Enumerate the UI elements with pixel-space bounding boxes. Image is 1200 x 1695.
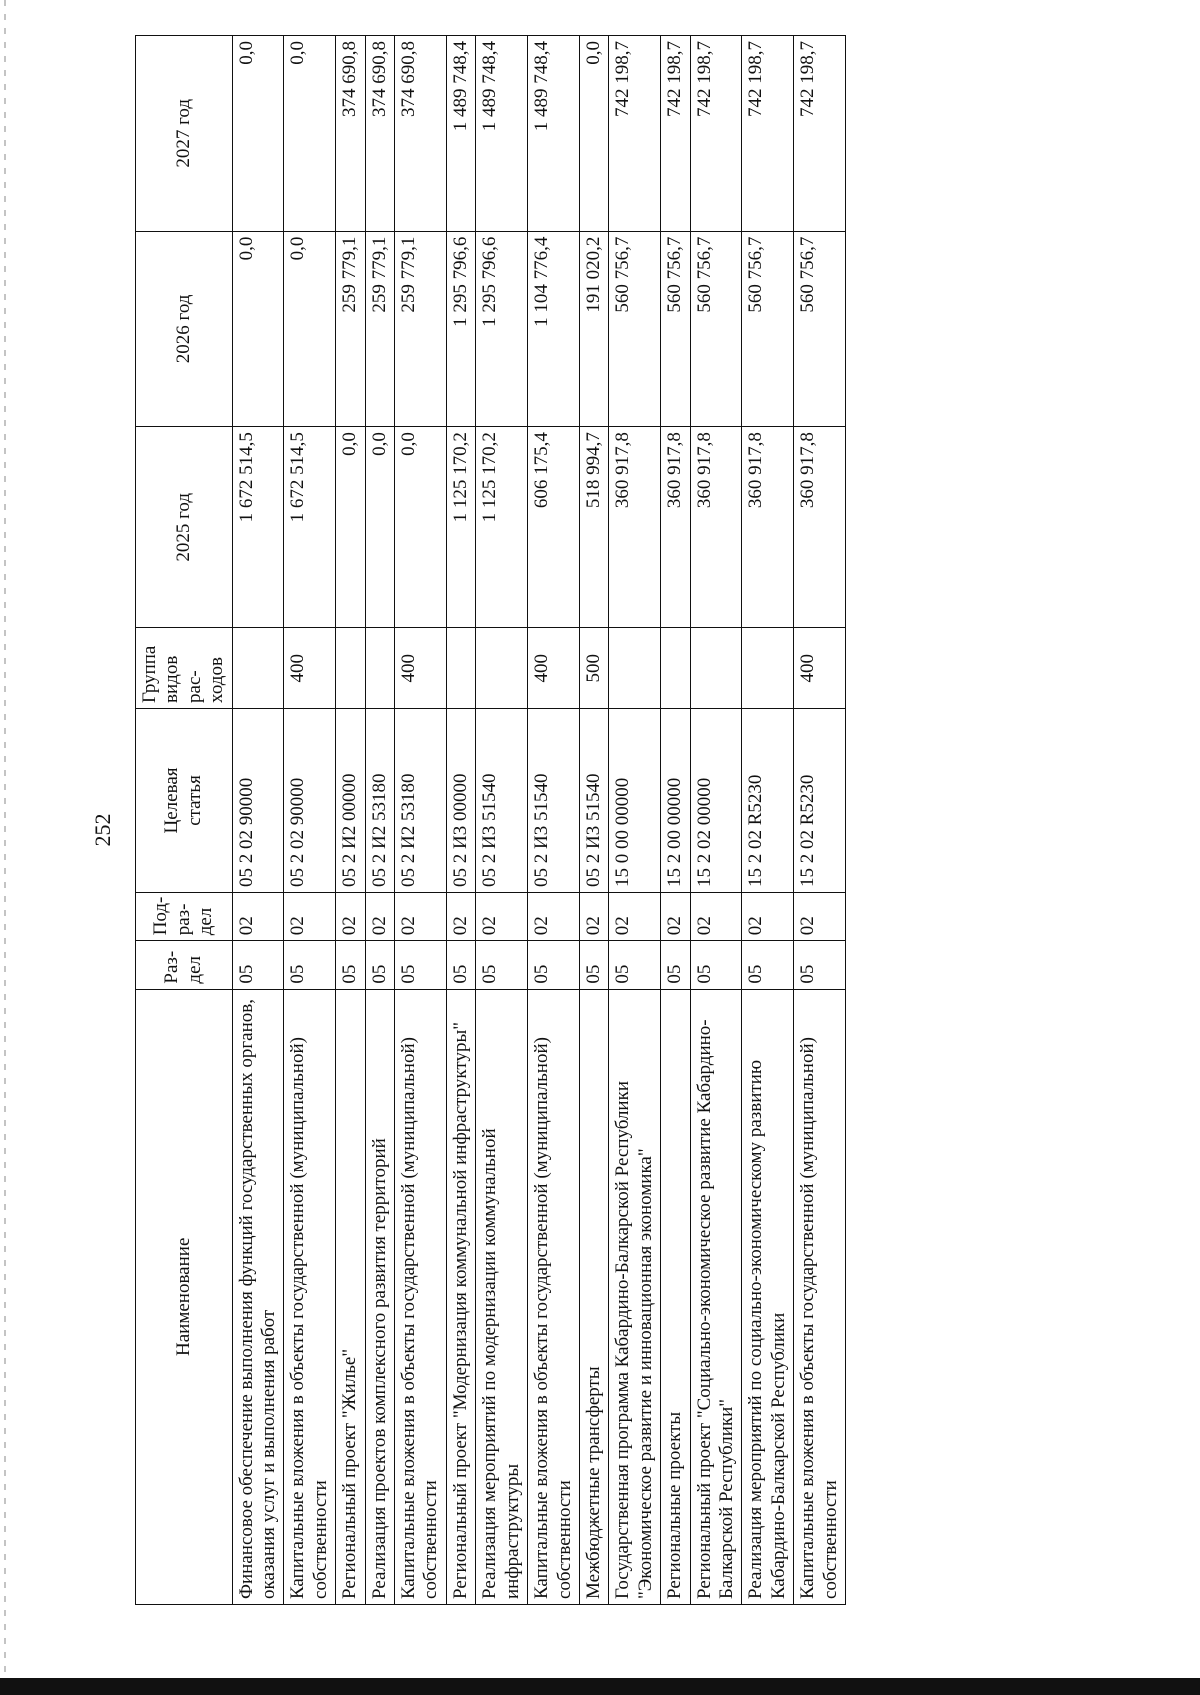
cell-razdel: 05 bbox=[609, 941, 661, 989]
rotated-page bbox=[40, 0, 1160, 1660]
table-row bbox=[579, 36, 608, 1605]
cell-2025: 360 917,8 bbox=[690, 427, 742, 628]
cell-2025: 360 917,8 bbox=[661, 427, 690, 628]
cell-razdel: 05 bbox=[336, 941, 365, 989]
cell-razdel: 05 bbox=[794, 941, 846, 989]
cell-2026: 259 779,1 bbox=[365, 231, 394, 427]
cell-gruppa: 400 bbox=[395, 628, 447, 709]
cell-podrazdel: 02 bbox=[690, 893, 742, 941]
page-number: 252 bbox=[90, 813, 115, 847]
cell-razdel: 05 bbox=[232, 941, 284, 989]
cell-name: Региональный проект "Модернизация коммунальной инфраструктуры" bbox=[446, 989, 475, 1604]
table-row bbox=[336, 36, 365, 1605]
cell-tselevaya: 05 2 02 90000 bbox=[232, 708, 284, 892]
cell-razdel: 05 bbox=[579, 941, 608, 989]
table-row bbox=[742, 36, 794, 1605]
cell-2025: 360 917,8 bbox=[794, 427, 846, 628]
cell-tselevaya: 15 2 02 R5230 bbox=[794, 708, 846, 892]
cell-gruppa bbox=[661, 628, 690, 709]
table-row bbox=[690, 36, 742, 1605]
cell-gruppa bbox=[690, 628, 742, 709]
cell-podrazdel: 02 bbox=[794, 893, 846, 941]
cell-razdel: 05 bbox=[742, 941, 794, 989]
cell-tselevaya: 15 0 00 00000 bbox=[609, 708, 661, 892]
cell-razdel: 05 bbox=[528, 941, 580, 989]
cell-2025: 0,0 bbox=[336, 427, 365, 628]
table-row bbox=[661, 36, 690, 1605]
cell-razdel: 05 bbox=[476, 941, 528, 989]
table-row bbox=[232, 36, 284, 1605]
cell-2025: 360 917,8 bbox=[742, 427, 794, 628]
cell-2026: 560 756,7 bbox=[742, 231, 794, 427]
table-row bbox=[446, 36, 475, 1605]
cell-name: Капитальные вложения в объекты государственной (муниципальной) собственности bbox=[284, 989, 336, 1604]
cell-2026: 259 779,1 bbox=[395, 231, 447, 427]
cell-podrazdel: 02 bbox=[609, 893, 661, 941]
cell-name: Финансовое обеспечение выполнения функций государственных органов, оказания услуг и выполнения работ bbox=[232, 989, 284, 1604]
cell-2026: 259 779,1 bbox=[336, 231, 365, 427]
table-row bbox=[284, 36, 336, 1605]
cell-podrazdel: 02 bbox=[446, 893, 475, 941]
cell-gruppa: 400 bbox=[284, 628, 336, 709]
cell-razdel: 05 bbox=[446, 941, 475, 989]
cell-2027: 742 198,7 bbox=[690, 36, 742, 232]
scan-edge bbox=[4, 0, 6, 1695]
cell-name: Региональный проект "Жилье" bbox=[336, 989, 365, 1604]
cell-2027: 742 198,7 bbox=[794, 36, 846, 232]
cell-podrazdel: 02 bbox=[661, 893, 690, 941]
cell-podrazdel: 02 bbox=[528, 893, 580, 941]
header-razdel: Раз- дел bbox=[136, 941, 233, 989]
cell-podrazdel: 02 bbox=[336, 893, 365, 941]
cell-tselevaya: 05 2 И2 53180 bbox=[365, 708, 394, 892]
cell-tselevaya: 05 2 И2 00000 bbox=[336, 708, 365, 892]
cell-2025: 0,0 bbox=[365, 427, 394, 628]
cell-2027: 1 489 748,4 bbox=[528, 36, 580, 232]
cell-razdel: 05 bbox=[395, 941, 447, 989]
cell-podrazdel: 02 bbox=[395, 893, 447, 941]
cell-tselevaya: 05 2 И3 51540 bbox=[476, 708, 528, 892]
cell-2027: 1 489 748,4 bbox=[446, 36, 475, 232]
cell-tselevaya: 05 2 И2 53180 bbox=[395, 708, 447, 892]
cell-2025: 1 125 170,2 bbox=[446, 427, 475, 628]
cell-razdel: 05 bbox=[284, 941, 336, 989]
cell-2025: 606 175,4 bbox=[528, 427, 580, 628]
table-row bbox=[476, 36, 528, 1605]
cell-podrazdel: 02 bbox=[476, 893, 528, 941]
header-gruppa: Группа видов рас- ходов bbox=[136, 628, 233, 709]
cell-2026: 191 020,2 bbox=[579, 231, 608, 427]
cell-podrazdel: 02 bbox=[742, 893, 794, 941]
cell-gruppa: 400 bbox=[528, 628, 580, 709]
table-body bbox=[232, 36, 845, 1605]
cell-tselevaya: 15 2 00 00000 bbox=[661, 708, 690, 892]
header-2025: 2025 год bbox=[136, 427, 233, 628]
table-row bbox=[528, 36, 580, 1605]
cell-podrazdel: 02 bbox=[232, 893, 284, 941]
cell-2025: 0,0 bbox=[395, 427, 447, 628]
cell-2026: 1 295 796,6 bbox=[446, 231, 475, 427]
cell-razdel: 05 bbox=[661, 941, 690, 989]
cell-gruppa bbox=[446, 628, 475, 709]
cell-2026: 560 756,7 bbox=[690, 231, 742, 427]
cell-name: Региональный проект "Социально-экономическое развитие Кабардино-Балкарской Республики" bbox=[690, 989, 742, 1604]
table-row bbox=[395, 36, 447, 1605]
cell-name: Капитальные вложения в объекты государственной (муниципальной) собственности bbox=[395, 989, 447, 1604]
cell-2026: 560 756,7 bbox=[609, 231, 661, 427]
cell-gruppa bbox=[609, 628, 661, 709]
cell-2027: 742 198,7 bbox=[609, 36, 661, 232]
cell-gruppa bbox=[336, 628, 365, 709]
cell-gruppa bbox=[232, 628, 284, 709]
cell-razdel: 05 bbox=[690, 941, 742, 989]
cell-2027: 0,0 bbox=[579, 36, 608, 232]
cell-name: Капитальные вложения в объекты государственной (муниципальной) собственности bbox=[528, 989, 580, 1604]
cell-name: Региональные проекты bbox=[661, 989, 690, 1604]
cell-2027: 742 198,7 bbox=[742, 36, 794, 232]
cell-2025: 1 672 514,5 bbox=[232, 427, 284, 628]
cell-2027: 374 690,8 bbox=[395, 36, 447, 232]
cell-tselevaya: 05 2 И3 51540 bbox=[579, 708, 608, 892]
cell-2027: 0,0 bbox=[232, 36, 284, 232]
budget-table bbox=[135, 35, 846, 1605]
cell-podrazdel: 02 bbox=[579, 893, 608, 941]
table-row bbox=[609, 36, 661, 1605]
cell-name: Реализация мероприятий по социально-экономическому развитию Кабардино-Балкарской Республики bbox=[742, 989, 794, 1604]
table-row bbox=[794, 36, 846, 1605]
table-row bbox=[365, 36, 394, 1605]
cell-2027: 374 690,8 bbox=[336, 36, 365, 232]
cell-podrazdel: 02 bbox=[365, 893, 394, 941]
header-tselevaya: Целевая статья bbox=[136, 708, 233, 892]
cell-tselevaya: 15 2 02 00000 bbox=[690, 708, 742, 892]
cell-gruppa bbox=[365, 628, 394, 709]
cell-podrazdel: 02 bbox=[284, 893, 336, 941]
cell-tselevaya: 05 2 02 90000 bbox=[284, 708, 336, 892]
cell-tselevaya: 05 2 И3 51540 bbox=[528, 708, 580, 892]
cell-2027: 0,0 bbox=[284, 36, 336, 232]
cell-2025: 1 672 514,5 bbox=[284, 427, 336, 628]
cell-2026: 1 104 776,4 bbox=[528, 231, 580, 427]
cell-2026: 0,0 bbox=[284, 231, 336, 427]
header-podrazdel: Под- раз- дел bbox=[136, 893, 233, 941]
header-name: Наименование bbox=[136, 989, 233, 1604]
cell-2025: 518 994,7 bbox=[579, 427, 608, 628]
header-2026: 2026 год bbox=[136, 231, 233, 427]
cell-2027: 742 198,7 bbox=[661, 36, 690, 232]
cell-name: Государственная программа Кабардино-Балкарской Республики "Экономическое развитие и инновационная экономика" bbox=[609, 989, 661, 1604]
cell-tselevaya: 15 2 02 R5230 bbox=[742, 708, 794, 892]
cell-2025: 360 917,8 bbox=[609, 427, 661, 628]
cell-2027: 1 489 748,4 bbox=[476, 36, 528, 232]
cell-2025: 1 125 170,2 bbox=[476, 427, 528, 628]
cell-name: Межбюджетные трансферты bbox=[579, 989, 608, 1604]
cell-name: Реализация мероприятий по модернизации коммунальной инфраструктуры bbox=[476, 989, 528, 1604]
scan-bottom-edge bbox=[0, 1678, 1200, 1695]
header-2027: 2027 год bbox=[136, 36, 233, 232]
cell-gruppa: 400 bbox=[794, 628, 846, 709]
cell-2026: 560 756,7 bbox=[794, 231, 846, 427]
cell-gruppa bbox=[476, 628, 528, 709]
cell-2026: 560 756,7 bbox=[661, 231, 690, 427]
cell-tselevaya: 05 2 И3 00000 bbox=[446, 708, 475, 892]
cell-2027: 374 690,8 bbox=[365, 36, 394, 232]
cell-name: Капитальные вложения в объекты государственной (муниципальной) собственности bbox=[794, 989, 846, 1604]
cell-razdel: 05 bbox=[365, 941, 394, 989]
cell-2026: 0,0 bbox=[232, 231, 284, 427]
table-header-row bbox=[136, 36, 233, 1605]
cell-gruppa: 500 bbox=[579, 628, 608, 709]
cell-2026: 1 295 796,6 bbox=[476, 231, 528, 427]
cell-gruppa bbox=[742, 628, 794, 709]
cell-name: Реализация проектов комплексного развития территорий bbox=[365, 989, 394, 1604]
